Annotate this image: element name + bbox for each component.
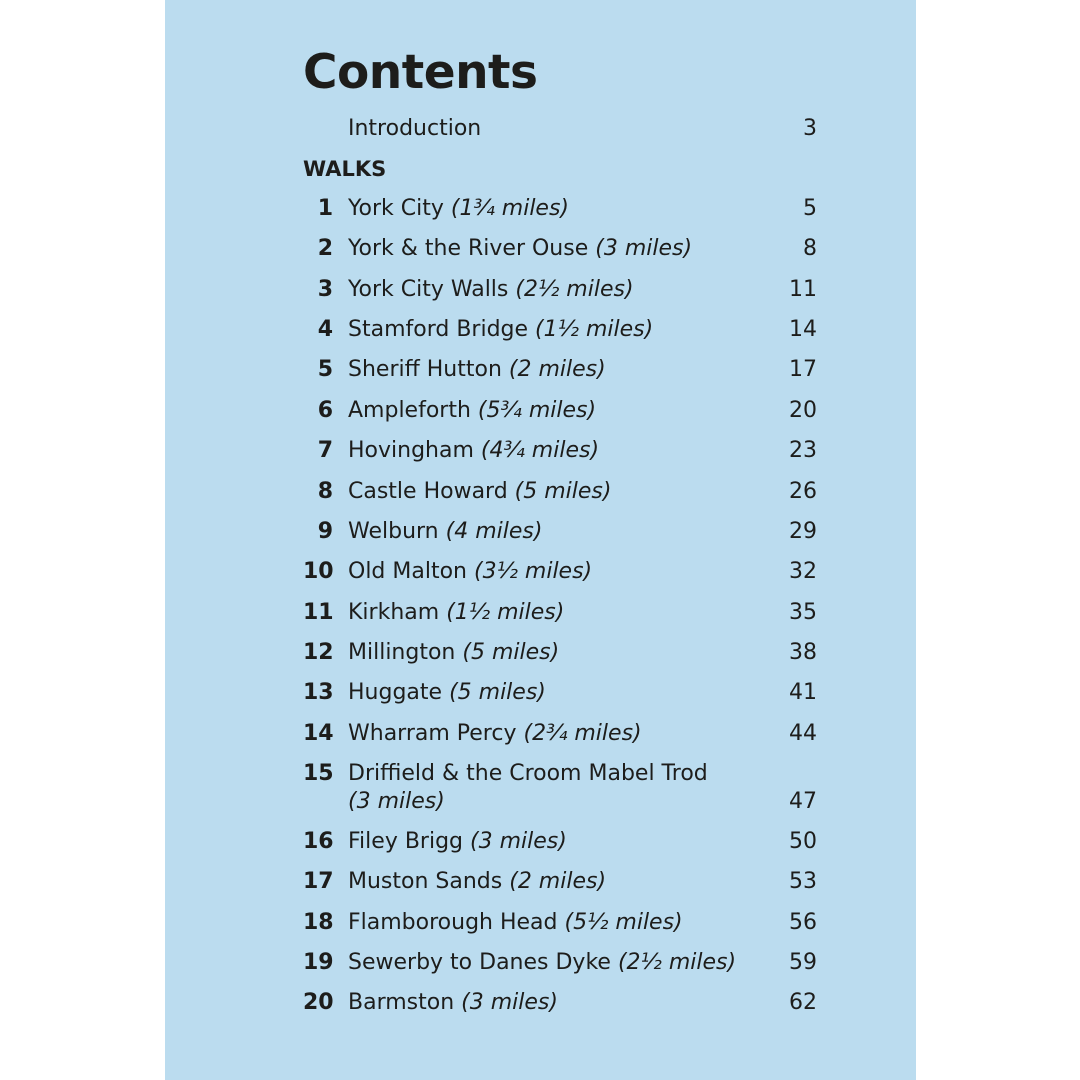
- walk-page-number: 35: [789, 600, 817, 625]
- walk-distance: (3 miles): [348, 789, 445, 814]
- walk-label: [348, 195, 748, 223]
- walk-name: Huggate: [348, 680, 443, 705]
- walk-entry-15: [303, 760, 817, 816]
- walk-page-number: 29: [789, 519, 817, 544]
- walk-name: Barmston: [348, 990, 455, 1015]
- walk-label: [348, 868, 748, 896]
- walk-distance: (3 miles): [470, 829, 567, 854]
- walk-name: Kirkham: [348, 600, 440, 625]
- walk-distance: (2¾ miles): [523, 721, 642, 746]
- walk-number: 20: [303, 990, 334, 1015]
- walk-label: [348, 599, 748, 627]
- walk-name: Filey Brigg: [348, 829, 464, 854]
- walk-number: 17: [303, 869, 334, 894]
- walk-distance: (3 miles): [595, 236, 693, 261]
- walk-label: [348, 760, 728, 816]
- walk-page-number: 8: [803, 236, 817, 261]
- walk-number: 6: [317, 398, 333, 423]
- walk-distance: (1¾ miles): [450, 196, 570, 221]
- walk-number: 8: [317, 479, 333, 504]
- walk-number: 13: [303, 680, 334, 705]
- walk-label: [348, 276, 748, 304]
- walk-distance: (5 miles): [449, 680, 546, 705]
- walk-page-number: 5: [803, 196, 817, 221]
- walk-number: 16: [303, 829, 334, 854]
- walk-name: Stamford Bridge: [348, 317, 529, 342]
- walk-name: York City: [348, 196, 444, 221]
- walk-page-number: 26: [789, 479, 817, 504]
- walk-number: 19: [303, 950, 334, 975]
- walk-page-number: 53: [789, 869, 817, 894]
- walk-distance: (2 miles): [509, 869, 607, 894]
- walk-label: [348, 949, 748, 977]
- walk-label: [348, 518, 748, 546]
- section-heading: WALKS: [303, 157, 387, 181]
- walk-page-number: 17: [789, 357, 817, 382]
- walk-label: [348, 720, 748, 748]
- walk-label: [348, 639, 748, 667]
- walk-name: Flamborough Head: [348, 910, 558, 935]
- walk-label: [348, 558, 748, 586]
- walk-page-number: 62: [789, 990, 817, 1015]
- walk-number: 2: [317, 236, 333, 261]
- toc-page-number: 3: [803, 116, 817, 141]
- walk-distance: (5½ miles): [564, 910, 683, 935]
- page-title: Contents: [303, 45, 538, 100]
- walk-name: Driffield & the Croom Mabel Trod: [348, 761, 708, 786]
- walk-name: Sheriff Hutton: [348, 357, 502, 382]
- walk-number: 1: [317, 196, 333, 221]
- walk-distance: (1½ miles): [535, 317, 654, 342]
- walk-number: 12: [303, 640, 334, 665]
- walk-name: York City Walls: [348, 277, 509, 302]
- walk-number: 5: [317, 357, 333, 382]
- walk-distance: (2½ miles): [617, 950, 737, 975]
- walk-label: [348, 397, 748, 425]
- walk-number: 3: [317, 277, 333, 302]
- walk-page-number: 23: [789, 438, 817, 463]
- walk-number: 9: [317, 519, 333, 544]
- walk-distance: (3 miles): [461, 990, 558, 1015]
- toc-entry-label: Introduction: [348, 116, 482, 141]
- walk-distance: (2 miles): [508, 357, 606, 382]
- walk-name: Hovingham: [348, 438, 474, 463]
- walk-distance: (5 miles): [514, 479, 612, 504]
- walk-label: [348, 989, 748, 1017]
- walk-page-number: 38: [789, 640, 817, 665]
- walk-page-number: 11: [789, 277, 817, 302]
- walk-page-number: 14: [789, 317, 817, 342]
- walk-page-number: 32: [789, 559, 817, 584]
- walk-page-number: 56: [789, 910, 817, 935]
- walk-distance: (5¾ miles): [477, 398, 597, 423]
- walk-label: [348, 828, 748, 856]
- walk-number: 10: [303, 559, 334, 584]
- walk-name: Welburn: [348, 519, 439, 544]
- walk-label: [348, 235, 748, 263]
- walk-name: Millington: [348, 640, 456, 665]
- walk-page-number: 50: [789, 829, 817, 854]
- walk-page-number: 44: [789, 721, 817, 746]
- walk-page-number: 47: [789, 789, 817, 814]
- walk-label: [348, 679, 748, 707]
- walk-number: 4: [317, 317, 333, 342]
- walk-name: Muston Sands: [348, 869, 503, 894]
- walk-page-number: 41: [789, 680, 817, 705]
- walk-number: 18: [303, 910, 334, 935]
- walk-name: York & the River Ouse: [348, 236, 589, 261]
- walk-number: 14: [303, 721, 334, 746]
- walk-name: Wharram Percy: [348, 721, 517, 746]
- walk-name: Sewerby to Danes Dyke: [348, 950, 611, 975]
- walk-name: Ampleforth: [348, 398, 471, 423]
- walk-label: [348, 478, 748, 506]
- walk-name: Castle Howard: [348, 479, 508, 504]
- walk-distance: (4 miles): [445, 519, 543, 544]
- walk-page-number: 20: [789, 398, 817, 423]
- walk-number: 11: [303, 600, 334, 625]
- walk-distance: (4¾ miles): [480, 438, 600, 463]
- walk-distance: (1½ miles): [446, 600, 565, 625]
- walk-label: [348, 316, 748, 344]
- walk-number: 7: [317, 438, 333, 463]
- walk-name: Old Malton: [348, 559, 467, 584]
- walk-distance: (3½ miles): [474, 559, 593, 584]
- walk-distance: (2½ miles): [515, 277, 634, 302]
- walk-page-number: 59: [789, 950, 817, 975]
- walk-label: [348, 356, 748, 384]
- walk-label: [348, 437, 748, 465]
- walk-label: [348, 909, 748, 937]
- walk-number: 15: [303, 761, 334, 786]
- walk-distance: (5 miles): [462, 640, 560, 665]
